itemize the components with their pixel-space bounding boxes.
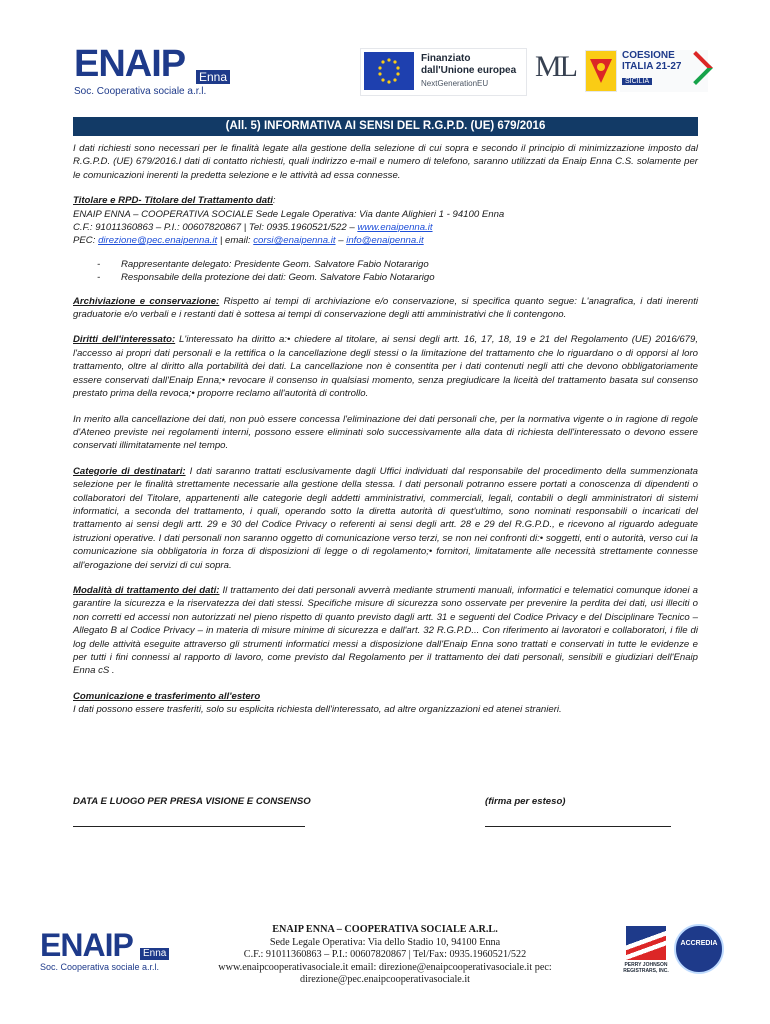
diritti-text: L'interessato ha diritto a:• chiedere al titolare, ai sensi degli artt. 16, 17, 18, 19 e 21 del Regolamento (UE) 2016/679, l'accesso ai propri dati personali e la rettifica o la cancellazione degli stessi o la limitazione del trattamento che lo riguardano o di opporsi al loro trattamento, oltre al diritto alla portabilità dei dati. La cancellazione non è consentita per i dati contenuti negli atti che devono obbligatoriamente essere conservati dall'Enaip Enna;• revocare il consenso in qualsiasi momento, senza pregiudicare la liceità del trattamento basata sul consenso prestato prima della revoca;• proporre reclamo all'autorità di controllo. (73, 334, 698, 400)
titolare-line-1: ENAIP ENNA – COOPERATIVA SOCIALE Sede Legale Operativa: Via dante Alighieri 1 - 94100 Enna (73, 208, 505, 220)
website-link[interactable]: www.enaipenna.it (357, 222, 433, 234)
logo-place: Enna (196, 70, 230, 84)
archiviazione-heading: Archiviazione e conservazione: (73, 295, 220, 307)
titolare-heading: Titolare e RPD- Titolare del Trattamento dati: (73, 195, 276, 207)
titolare-heading-text: Titolare e RPD- Titolare del Trattamento dati (73, 195, 273, 207)
email-separator: – (335, 235, 347, 247)
footer-line-2: Sede Legale Operativa: Via dello Stadio 10, 94100 Enna (269, 936, 501, 948)
email-label: | email: (217, 235, 254, 247)
coesione-line-1: COESIONE (622, 50, 675, 61)
list-item: - Rappresentante delegato: Presidente Geom. Salvatore Fabio Notararigo (97, 258, 429, 270)
signature-block (73, 796, 698, 836)
modalita-text: Il trattamento dei dati personali avverrà mediante strumenti manuali, informatici e telematici comunque idonei a garantire la sicurezza e la riservatezza dei dati stessi. Specifiche misure di sicurezza sono osservate per prevenire la perdita dei dati, usi illeciti o non corretti ed accessi non autorizzati nel pieno rispetto di quanto previsto dagli artt. 31 e seguenti del Codice Privacy e del Disciplinare Tecnico – Allegato B al Codice Privacy – in materia di misure minime di sicurezza e dall'art. 32 R.G.P.D... Con riferimento ai lavoratori e collaboratori, i file di log delle attività eseguite attraverso gli strumenti informatici messi a disposizione dall'Enaip Enna sono trattati e conservati in tutte le evidenze e per tutti i fini connessi al rapporto di lavoro, come previsto dal Regolamento per il trattamento dei dati personali, sensibili e giudiziari dell'Enaip Enna cS . (73, 584, 699, 677)
accredia-certification-logo (674, 924, 724, 974)
eu-flag-icon (364, 52, 414, 90)
intro-paragraph: I dati richiesti sono necessari per le finalità legate alla gestione della selezione di cui sopra e secondo il principio di minimizzazione imposto dal R.G.P.D. (UE) 679/2016.I dati di contatto richiesti, quali indirizzo e-mail e numero di telefono, saranno utilizzati da Enaip Enna C.S. solamente per le comunicazioni inerenti la predetta selezione e le attività ad essa connesse. (73, 143, 698, 181)
modalita-paragraph (73, 584, 698, 678)
footer-logo-place: Enna (140, 948, 169, 960)
ministry-letters: ML (535, 50, 576, 83)
categorie-paragraph (73, 465, 698, 572)
coesione-arrow-icon (679, 51, 713, 85)
pec-label: PEC: (73, 235, 99, 247)
footer-contact (180, 924, 590, 987)
footer (0, 918, 770, 988)
signature-field[interactable] (485, 826, 671, 827)
list-item: - Responsabile della protezione dei dati: Geom. Salvatore Fabio Notararigo (97, 272, 435, 284)
enaip-logo (70, 44, 230, 102)
eu-text (421, 53, 516, 77)
footer-enaip-logo (36, 928, 176, 978)
eu-funding-logo (360, 48, 527, 96)
footer-logo-subtitle: Soc. Cooperativa sociale a.r.l. (40, 962, 160, 972)
cert1-text: PERRY JOHNSON REGISTRARS, INC. (623, 962, 669, 974)
comunicazione-text: I dati possono essere trasferiti, solo su esplicita richiesta dell'interessato, ad altre organizzazioni ed atenei stranieri. (73, 704, 562, 716)
diritti-paragraph (73, 333, 698, 400)
header (70, 40, 710, 102)
coesione-line-3: SICILIA (622, 78, 652, 85)
footer-line-5: direzione@pec.enaipcooperativasociale.it (299, 974, 471, 986)
categorie-heading: Categorie di destinatari: (73, 465, 186, 477)
email-link-info[interactable]: info@enaipenna.it (346, 235, 424, 247)
eu-line-3: NextGenerationEU (421, 79, 489, 88)
ministry-logo (535, 48, 581, 94)
titolare-line-2-text: C.F.: 91011360863 – P.I.: 00607820867 | Tel: 0935.1960521/522 – (73, 222, 358, 234)
archiviazione-paragraph (73, 295, 698, 322)
flag-icon (626, 926, 666, 960)
coesione-italia-logo (620, 50, 708, 92)
coesione-line-2: ITALIA 21-27 (622, 61, 682, 72)
cert2-text: ACCREDIA (680, 940, 718, 947)
logo-subtitle: Soc. Cooperativa sociale a.r.l. (74, 86, 207, 97)
modalita-heading: Modalità di trattamento dei dati: (73, 584, 220, 596)
list-item-text: Rappresentante delegato: Presidente Geom. Salvatore Fabio Notararigo (121, 258, 429, 270)
diritti-heading: Diritti dell'interessato: (73, 334, 176, 346)
pec-link[interactable]: direzione@pec.enaipenna.it (98, 235, 218, 247)
titolare-line-3 (73, 234, 698, 247)
date-place-field[interactable] (73, 826, 305, 827)
categorie-text: I dati saranno trattati esclusivamente dagli Uffici individuati dal responsabile del procedimento della summenzionata selezione per le finalità strettamente necessarie alla gestione della stessa. I dati personali potranno essere portati a conoscenza di dipendenti o collaboratori del Titolare, appartenenti alle categorie degli addetti amministrativi, commerciali, legali, contabili o degli amministratori di sistemi informatici, a seconda del trattamento, i quali, operando sotto la diretta autorità di quest'ultimo, sono nominati responsabili o incaricati del trattamento ai sensi degli artt. 29 e 30 del Codice Privacy o referenti ai sensi degli artt. 28 e 29 del R.G.P.D., e ricevono al riguardo adeguate istruzioni operative. I dati personali non saranno oggetto di comunicazione verso terzi, se non nei confronti di:• soggetti, enti o autorità, verso cui la comunicazione sia obbligatoria in forza di disposizioni di legge o di regolamento;• fornitori, limitatamente alle necessità strettamente connesse all'erogazione dei servizi di cui sopra. (73, 465, 698, 571)
eu-line-2: dall'Unione europea (421, 65, 517, 76)
footer-logo-word: ENAIP (40, 927, 133, 963)
document-title: (All. 5) INFORMATIVA AI SENSI DEL R.G.P.D. (UE) 679/2016 (73, 117, 698, 136)
titolare-list (73, 258, 698, 285)
logo-word: ENAIP (74, 43, 186, 85)
footer-line-3: C.F.: 91011360863 – P.I.: 00607820867 | Tel/Fax: 0935.1960521/522 (243, 949, 527, 961)
sicily-region-emblem (585, 50, 617, 92)
titolare-line-2 (73, 221, 698, 234)
merito-paragraph: In merito alla cancellazione dei dati, non può essere concessa l'eliminazione dei dati personali che, per la normativa vigente o in ragione di regole d'Ateneo previste nei regolamenti interni, possono essere eliminati solo successivamente alla data di richiesta dell'interessato o devono essere conservati illimitatamente nel tempo. (73, 413, 698, 452)
list-item-text: Responsabile della protezione dei dati: Geom. Salvatore Fabio Notararigo (121, 272, 435, 284)
comunicazione-heading (73, 690, 698, 703)
footer-line-1: ENAIP ENNA – COOPERATIVA SOCIALE A.R.L. (272, 924, 498, 935)
comunicazione-heading-text: Comunicazione e trasferimento all'estero (73, 690, 261, 702)
email-link-corsi[interactable]: corsi@enaipenna.it (253, 235, 336, 247)
footer-line-4: www.enaipcooperativasociale.it email: direzione@enaipcooperativasociale.it pec: (218, 961, 552, 973)
eu-line-1: Finanziato (421, 53, 471, 64)
document-body (73, 142, 698, 717)
date-place-label: DATA E LUOGO PER PRESA VISIONE E CONSENSO (73, 796, 311, 807)
signature-label: (firma per esteso) (485, 796, 566, 807)
archiviazione-text: Rispetto ai tempi di archiviazione e/o conservazione, si specifica quanto segue: L'anagrafica, i dati inerenti graduatorie e/o verbali e i restanti dati è sottesa ai tempi di conservazione degli atti amministrativi che li contengono. (73, 295, 699, 321)
perry-johnson-certification-logo (622, 926, 670, 976)
